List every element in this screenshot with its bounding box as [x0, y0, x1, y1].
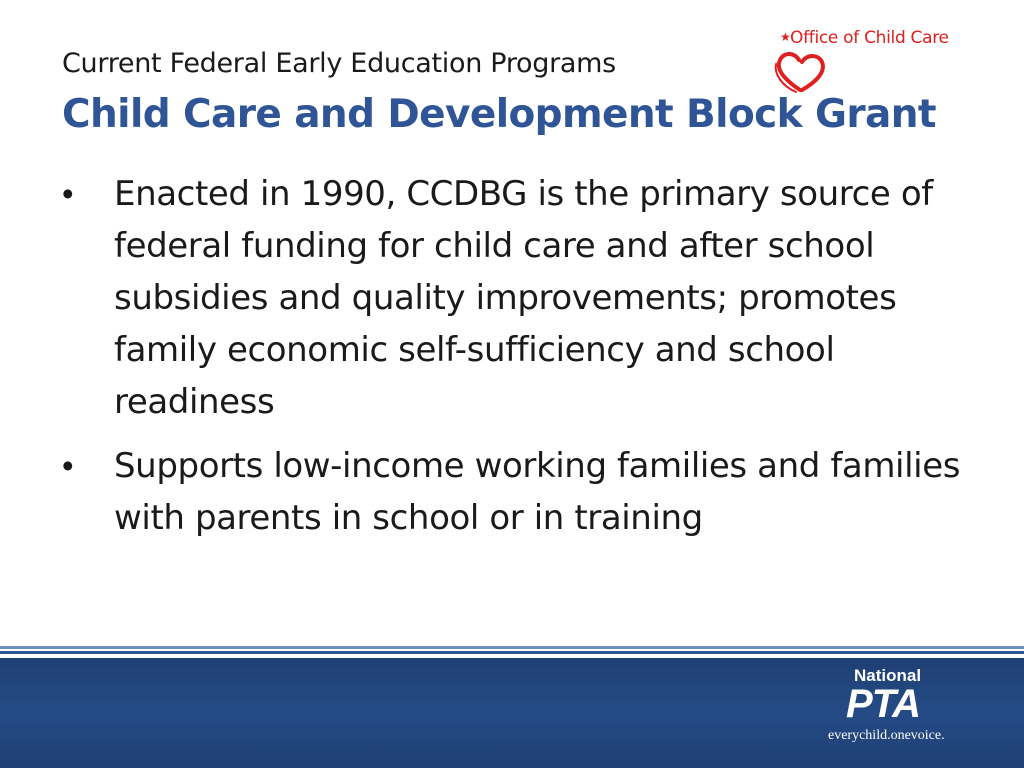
bullet-marker: • [62, 447, 74, 484]
slide-subtitle: Current Federal Early Education Programs [62, 48, 616, 79]
office-of-child-care-logo-text: Office of Child Care [790, 28, 949, 48]
footer-divider-dark [0, 651, 1024, 654]
pta-mark: PTA [846, 682, 921, 726]
bullet-text: Enacted in 1990, CCDBG is the primary source of federal funding for child care and after school subsidies and quality improvements; promotes family economic self-sufficiency and school readiness [114, 174, 933, 422]
bullet-item [62, 168, 962, 428]
footer-divider-light [0, 646, 1024, 649]
office-of-child-care-logo [770, 24, 960, 94]
bullet-marker: • [62, 175, 74, 212]
bullet-item [62, 440, 962, 544]
bullet-list [62, 168, 962, 556]
star-icon: ★ [780, 30, 791, 44]
slide-title: Child Care and Development Block Grant [62, 92, 936, 137]
national-pta-logo [826, 664, 986, 754]
bullet-text: Supports low-income working families and families with parents in school or in training [114, 446, 961, 538]
heart-icon [772, 46, 832, 96]
pta-national-label: National [854, 666, 922, 685]
pta-tagline: everychild.onevoice. [828, 728, 945, 743]
